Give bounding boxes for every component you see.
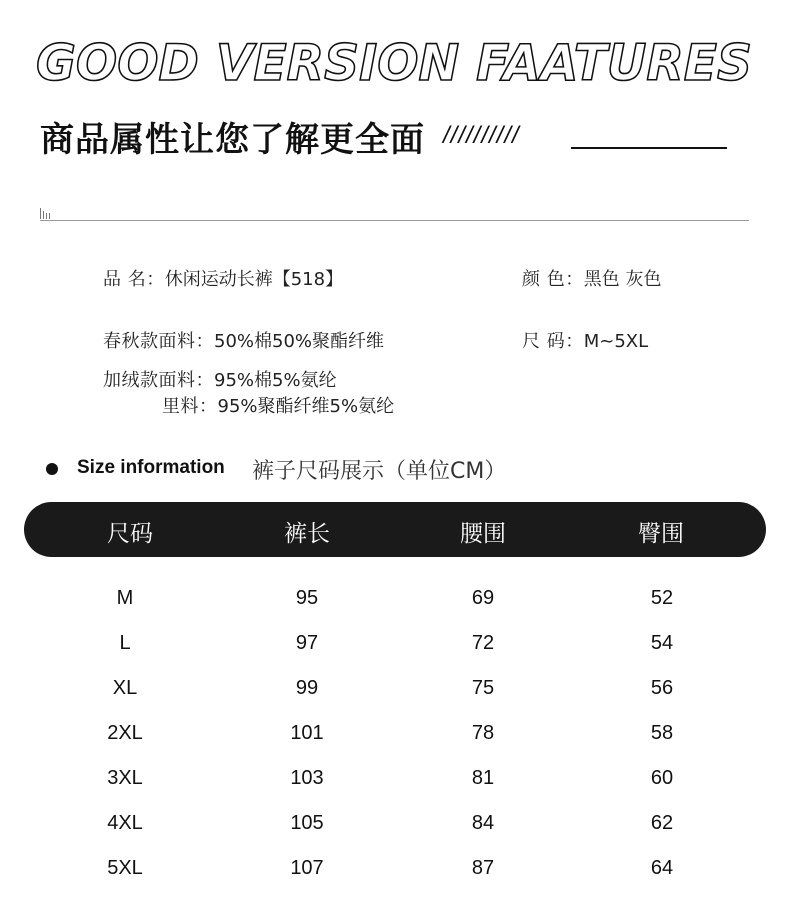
cell-length: 101 — [290, 722, 324, 744]
cell-hip: 58 — [650, 722, 674, 744]
cell-waist: 78 — [471, 722, 495, 744]
section-divider — [40, 220, 749, 221]
attr-label: 加绒款面料： — [103, 370, 214, 391]
table-row — [0, 677, 790, 707]
header-hip: 臀围 — [638, 521, 684, 547]
subtitle-underline — [571, 147, 727, 149]
cell-size: 4XL — [107, 812, 143, 834]
cell-length: 105 — [290, 812, 324, 834]
attr-color — [522, 265, 661, 291]
attr-size-range — [522, 327, 648, 353]
attr-value: 50%棉50%聚酯纤维 — [214, 331, 385, 352]
cell-hip: 52 — [650, 587, 674, 609]
bullet-dot-icon — [46, 463, 58, 475]
table-row — [0, 857, 790, 887]
cell-size: M — [116, 587, 134, 609]
size-table-header — [24, 502, 766, 557]
cell-waist: 72 — [471, 632, 495, 654]
size-info-title-en: Size information — [77, 457, 225, 478]
table-row — [0, 722, 790, 752]
cell-length: 97 — [295, 632, 319, 654]
table-row — [0, 632, 790, 662]
attr-label: 尺 码： — [522, 331, 584, 352]
cell-hip: 60 — [650, 767, 674, 789]
cell-waist: 84 — [471, 812, 495, 834]
attr-lining — [162, 392, 394, 418]
header-length: 裤长 — [284, 521, 330, 547]
attr-value: 黑色 灰色 — [583, 269, 662, 290]
cell-size: L — [119, 632, 131, 654]
headline-banner — [36, 36, 756, 88]
table-row — [0, 587, 790, 617]
cell-waist: 69 — [471, 587, 495, 609]
cell-hip: 56 — [650, 677, 674, 699]
cell-hip: 64 — [650, 857, 674, 879]
cell-hip: 62 — [650, 812, 674, 834]
page-subtitle: 商品属性让您了解更全面 — [40, 120, 425, 160]
attr-fleece-fabric — [103, 366, 337, 392]
attr-value: 95%聚酯纤维5%氨纶 — [217, 396, 395, 417]
cell-size: XL — [112, 677, 138, 699]
header-waist: 腰围 — [460, 521, 506, 547]
attr-label: 里料： — [162, 396, 218, 417]
table-row — [0, 812, 790, 842]
cell-size: 5XL — [107, 857, 143, 879]
divider-tick-marks — [40, 207, 52, 219]
cell-length: 107 — [290, 857, 324, 879]
table-row — [0, 767, 790, 797]
cell-waist: 75 — [471, 677, 495, 699]
attr-value: 95%棉5%氨纶 — [214, 370, 337, 391]
attr-value: 休闲运动长裤【518】 — [164, 269, 344, 290]
cell-length: 99 — [295, 677, 319, 699]
attr-label: 品 名： — [103, 269, 165, 290]
cell-waist: 87 — [471, 857, 495, 879]
attr-label: 颜 色： — [522, 269, 584, 290]
attr-value: M~5XL — [583, 331, 649, 352]
headline-title: GOOD VERSION FAATURES — [36, 36, 752, 88]
cell-size: 2XL — [107, 722, 143, 744]
headline-outline-text — [36, 36, 756, 88]
attr-product-name — [103, 265, 343, 291]
slash-decoration: ////////// — [443, 122, 520, 149]
cell-waist: 81 — [471, 767, 495, 789]
cell-size: 3XL — [107, 767, 143, 789]
attr-label: 春秋款面料： — [103, 331, 214, 352]
header-size: 尺码 — [107, 521, 153, 547]
attr-spring-fabric — [103, 327, 384, 353]
size-info-title-cn: 裤子尺码展示（单位CM） — [252, 459, 507, 484]
cell-hip: 54 — [650, 632, 674, 654]
cell-length: 103 — [290, 767, 324, 789]
cell-length: 95 — [295, 587, 319, 609]
